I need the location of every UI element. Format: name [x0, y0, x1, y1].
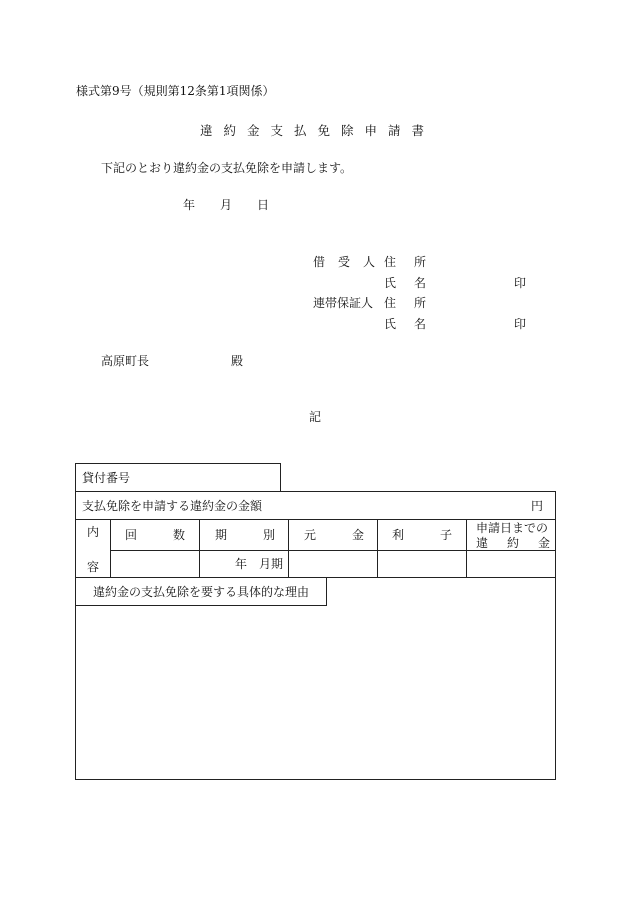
- amount-unit: 円: [531, 499, 544, 513]
- side-label-bottom: 容: [87, 560, 100, 574]
- header-penalty-line1: 申請日までの: [476, 521, 549, 535]
- table-line: [280, 463, 281, 492]
- borrower-name-label: 氏名: [384, 276, 445, 290]
- date-month: 月: [220, 198, 233, 212]
- borrower-seal: 印: [514, 276, 527, 290]
- header-interest: 利子: [392, 528, 489, 542]
- header-period: 期別: [215, 528, 312, 542]
- guarantor-address-label: 住所: [384, 296, 445, 310]
- guarantor-seal: 印: [514, 317, 527, 331]
- guarantor-role: 連帯保証人: [313, 296, 374, 310]
- table-line: [555, 491, 556, 780]
- table-line: [75, 519, 556, 520]
- addressee: 高原町長: [101, 354, 150, 368]
- reason-label: 違約金の支払免除を要する具体的な理由: [93, 585, 310, 599]
- ki-marker: 記: [309, 410, 322, 424]
- table-line: [75, 577, 556, 578]
- table-line: [326, 577, 327, 605]
- date-day: 日: [257, 198, 270, 212]
- borrower-role: 借受人: [313, 255, 389, 269]
- header-principal: 元金: [304, 528, 401, 542]
- honorific: 殿: [231, 354, 244, 368]
- table-line: [75, 491, 556, 492]
- table-line: [110, 519, 111, 577]
- amount-label: 支払免除を申請する違約金の金額: [82, 499, 263, 513]
- table-line: [75, 463, 281, 464]
- loan-number-label: 貸付番号: [82, 471, 131, 485]
- borrower-address-label: 住所: [384, 255, 445, 269]
- table-line: [75, 463, 76, 780]
- table-line: [75, 605, 327, 606]
- table-line: [75, 779, 556, 780]
- date-year: 年: [183, 198, 196, 212]
- header-penalty-line2: 違約金: [476, 536, 570, 550]
- period-value: 年 月期: [235, 557, 284, 571]
- page-title: 違約金支払免除申請書: [200, 123, 436, 138]
- table-line: [110, 550, 556, 551]
- intro-text: 下記のとおり違約金の支払免除を申請します。: [101, 161, 353, 175]
- header-count: 回数: [125, 528, 222, 542]
- side-label-top: 内: [87, 525, 100, 539]
- form-number: 様式第9号（規則第12条第1項関係）: [76, 84, 275, 98]
- guarantor-name-label: 氏名: [384, 317, 445, 331]
